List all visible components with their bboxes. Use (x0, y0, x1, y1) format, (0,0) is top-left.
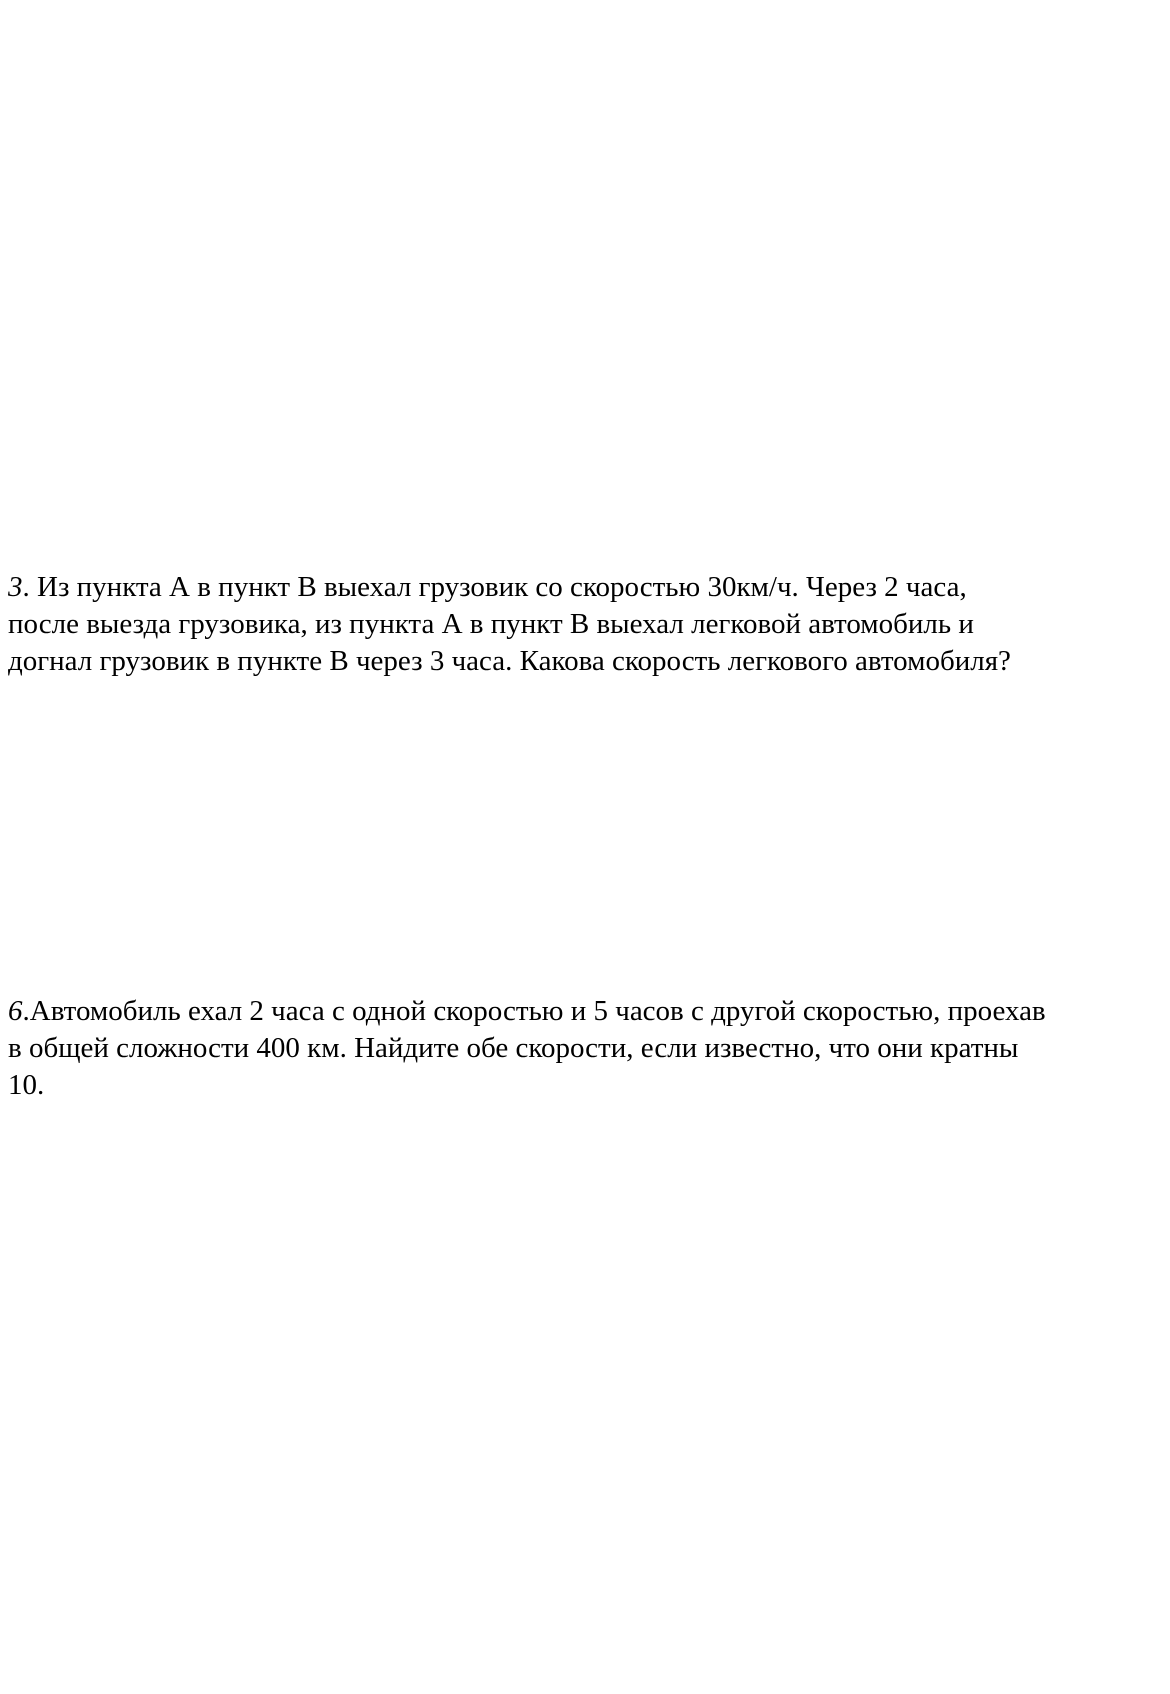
problem-6-line-1 (8, 993, 1166, 1030)
problem-3-separator: . (22, 571, 37, 603)
problem-3-line-3: догнал грузовик в пункте В через 3 часа. Какова скорость легкового автомобиля? (8, 645, 1011, 677)
problem-6-separator: . (22, 995, 30, 1027)
problem-6 (8, 993, 1166, 1104)
problem-6-number: 6 (8, 995, 23, 1027)
problem-3-line-2: после выезда грузовика, из пункта А в пункт В выехал легковой автомобиль и (8, 608, 974, 640)
problem-6-line-2: в общей сложности 400 км. Найдите обе скорости, если известно, что они кратны (8, 1032, 1019, 1064)
problem-3 (8, 569, 1166, 680)
problem-6-line-3: 10. (8, 1069, 45, 1101)
problem-3-number: 3 (8, 571, 23, 603)
problem-6-text-1: Автомобиль ехал 2 часа с одной скоростью и 5 часов с другой скоростью, проехав (29, 995, 1046, 1027)
problem-3-line-1 (8, 569, 1166, 606)
problem-3-text-1: Из пункта А в пункт В выехал грузовик со скоростью 30км/ч. Через 2 часа, (37, 571, 967, 603)
